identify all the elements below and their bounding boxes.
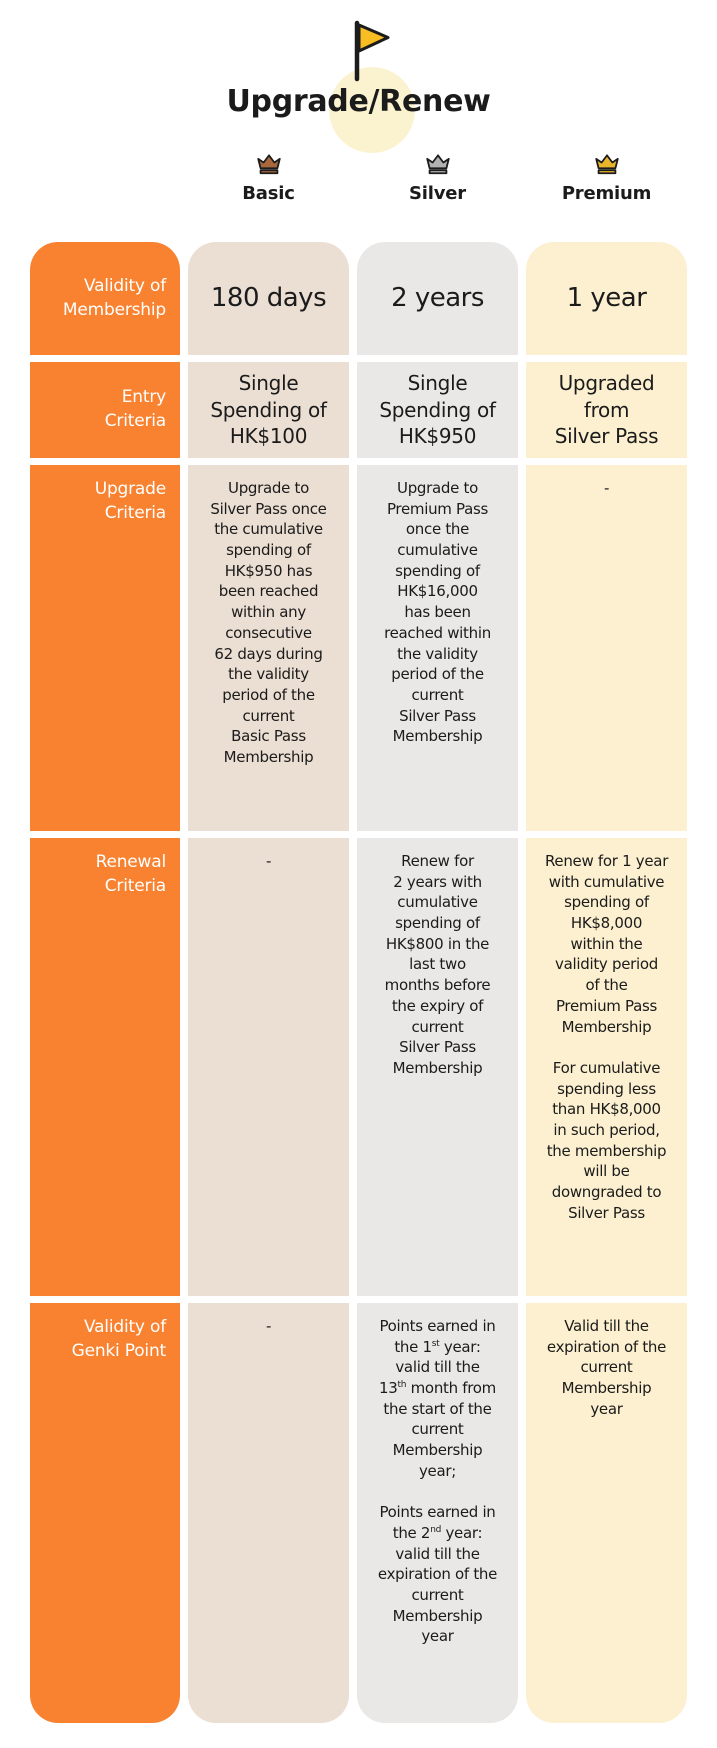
page-title: Upgrade/Renew xyxy=(226,84,491,119)
flag-icon xyxy=(350,20,392,82)
membership-comparison-table xyxy=(30,242,687,1723)
row-label-renewal-criteria: Renewal Criteria xyxy=(30,838,180,1296)
crown-icon-basic xyxy=(255,152,283,176)
cell-premium-upgrade-criteria: - xyxy=(526,465,687,831)
column-headers xyxy=(30,152,687,204)
column-label-basic: Basic xyxy=(242,183,295,204)
cell-premium-membership-validity: 1 year xyxy=(526,242,687,355)
column-label-premium: Premium xyxy=(561,183,652,204)
row-label-genki-point-validity: Validity of Genki Point xyxy=(30,1303,180,1723)
crown-icon-silver xyxy=(424,152,452,176)
column-header-basic xyxy=(188,152,349,204)
cell-premium-renewal-criteria: Renew for 1 year with cumulative spending of HK$8,000 within the validity period of the Premium Pass Membership For cumulative spending less than HK$8,000 in such period, the membership will be downgraded to Silver Pass xyxy=(526,838,687,1296)
cell-silver-genki-point: Points earned in the 1st year: valid till the 13th month from the start of the current Membership year; Points earned in the 2nd year: valid till the expiration of the current Membership year xyxy=(357,1303,518,1723)
cell-silver-entry-criteria: Single Spending of HK$950 xyxy=(357,362,518,458)
cell-basic-upgrade-criteria: Upgrade to Silver Pass once the cumulative spending of HK$950 has been reached within any consecutive 62 days during the validity period of the current Basic Pass Membership xyxy=(188,465,349,831)
cell-basic-genki-point: - xyxy=(188,1303,349,1723)
cell-premium-genki-point: Valid till the expiration of the current Membership year xyxy=(526,1303,687,1723)
cell-basic-entry-criteria: Single Spending of HK$100 xyxy=(188,362,349,458)
cell-basic-renewal-criteria: - xyxy=(188,838,349,1296)
cell-silver-membership-validity: 2 years xyxy=(357,242,518,355)
cell-silver-renewal-criteria: Renew for 2 years with cumulative spending of HK$800 in the last two months before the expiry of current Silver Pass Membership xyxy=(357,838,518,1296)
cell-premium-entry-criteria: Upgraded from Silver Pass xyxy=(526,362,687,458)
cell-silver-upgrade-criteria: Upgrade to Premium Pass once the cumulative spending of HK$16,000 has been reached within the validity period of the current Silver Pass Membership xyxy=(357,465,518,831)
row-label-validity-of-membership: Validity of Membership xyxy=(30,242,180,355)
crown-icon-premium xyxy=(593,152,621,176)
cell-basic-membership-validity: 180 days xyxy=(188,242,349,355)
column-label-silver: Silver xyxy=(409,183,466,204)
row-label-entry-criteria: Entry Criteria xyxy=(30,362,180,458)
column-header-spacer xyxy=(30,152,180,204)
column-header-premium xyxy=(526,152,687,204)
row-label-upgrade-criteria: Upgrade Criteria xyxy=(30,465,180,831)
column-header-silver xyxy=(357,152,518,204)
